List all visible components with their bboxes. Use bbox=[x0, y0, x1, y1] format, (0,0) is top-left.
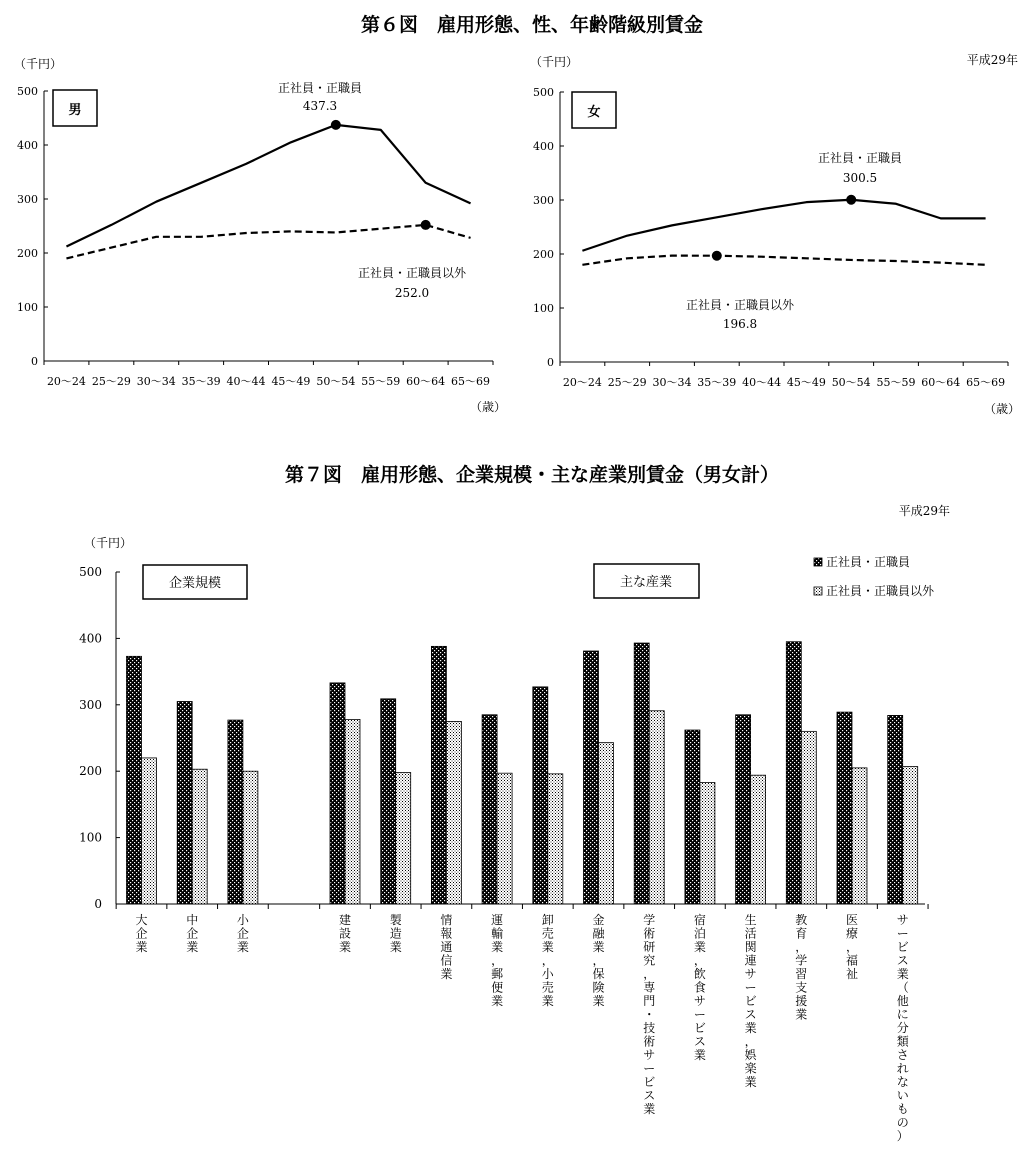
bar-category-label: 大企業 bbox=[135, 913, 148, 954]
male-ann-nonregular-label: 正社員・正職員以外 bbox=[357, 266, 467, 280]
male-y-tick-label: 400 bbox=[17, 139, 38, 152]
bar-regular bbox=[177, 701, 192, 904]
bar-y-tick-label: 200 bbox=[79, 764, 102, 779]
female-ann-regular-value: 300.5 bbox=[842, 171, 878, 185]
female-y-unit: （千円） bbox=[530, 55, 579, 69]
female-x-tick-label: 45～49 bbox=[786, 376, 826, 389]
bar-nonregular bbox=[446, 721, 461, 904]
female-y-tick-label: 400 bbox=[533, 140, 554, 153]
male-x-tick-label: 35～39 bbox=[181, 375, 221, 388]
group-label-size: 企業規模 bbox=[168, 576, 222, 591]
male-x-tick-label: 30～34 bbox=[136, 375, 176, 388]
bar-category-label: 医療，福祉 bbox=[845, 913, 859, 981]
female-panel-label: 女 bbox=[587, 105, 601, 120]
male-ann-nonregular-value: 252.0 bbox=[394, 286, 430, 300]
bar-category-label: 小企業 bbox=[236, 913, 249, 954]
bar-nonregular bbox=[192, 769, 207, 904]
female-x-tick-label: 30～34 bbox=[652, 376, 692, 389]
male-marker-regular bbox=[331, 120, 341, 130]
male-x-tick-label: 25～29 bbox=[91, 375, 131, 388]
bar-regular bbox=[381, 699, 396, 904]
female-y-tick-label: 200 bbox=[533, 248, 554, 261]
bar-category-label: 教育，学習支援業 bbox=[795, 913, 808, 1022]
female-marks bbox=[582, 195, 985, 265]
legend-swatch-regular bbox=[814, 558, 822, 566]
bar-category-label: 運輸業，郵便業 bbox=[491, 913, 504, 1008]
bar-nonregular bbox=[852, 768, 867, 904]
fig7-y-unit: （千円） bbox=[84, 536, 133, 550]
fig7-title: 第７図 雇用形態、企業規模・主な産業別賃金（男女計） bbox=[284, 464, 780, 486]
bar-y-tick-label: 100 bbox=[79, 830, 102, 845]
female-x-tick-label: 35～39 bbox=[697, 376, 737, 389]
bar-regular bbox=[837, 712, 852, 904]
female-y-tick-label: 300 bbox=[533, 194, 554, 207]
male-x-tick-label: 50～54 bbox=[316, 375, 356, 388]
bar-regular bbox=[786, 642, 801, 904]
bar-nonregular bbox=[649, 711, 664, 904]
bar-y-tick-label: 400 bbox=[79, 631, 102, 646]
female-ann-nonregular-label: 正社員・正職員以外 bbox=[685, 298, 795, 312]
male-ann-regular-label: 正社員・正職員 bbox=[277, 81, 363, 95]
male-series-regular-line bbox=[66, 125, 470, 247]
bar-y-tick-label: 300 bbox=[79, 697, 102, 712]
bar-regular bbox=[431, 646, 446, 904]
bar-nonregular bbox=[497, 773, 512, 904]
bar-category-label: 生活関連サービス業，娯楽業 bbox=[744, 913, 757, 1089]
bar-nonregular bbox=[548, 774, 563, 904]
female-ann-regular-label: 正社員・正職員 bbox=[817, 151, 903, 165]
group-label-industry: 主な産業 bbox=[619, 575, 673, 590]
bar-nonregular bbox=[142, 758, 157, 904]
bar-category-label: 学術研究，専門・技術サービス業 bbox=[643, 913, 656, 1116]
male-x-tick-label: 40～44 bbox=[226, 375, 266, 388]
bar-regular bbox=[127, 656, 142, 904]
female-marker-nonregular bbox=[712, 251, 722, 261]
male-x-tick-label: 20～24 bbox=[46, 375, 86, 388]
male-marks bbox=[66, 120, 470, 259]
legend-swatch-nonregular bbox=[814, 587, 822, 595]
bar-regular bbox=[685, 730, 700, 904]
female-x-tick-label: 25～29 bbox=[607, 376, 647, 389]
bar-regular bbox=[888, 715, 903, 904]
female-ann-nonregular-value: 196.8 bbox=[722, 317, 758, 331]
bar-nonregular bbox=[801, 731, 816, 904]
female-x-tick-label: 65～69 bbox=[966, 376, 1006, 389]
bar-category-label: サービス業（他に分類されないもの） bbox=[896, 913, 909, 1143]
bar-category-label: 金融業，保険業 bbox=[592, 913, 605, 1008]
male-y-tick-label: 200 bbox=[17, 247, 38, 260]
legend-label-nonregular: 正社員・正職員以外 bbox=[826, 584, 935, 598]
female-x-tick-label: 60～64 bbox=[921, 376, 961, 389]
female-x-unit: （歳） bbox=[983, 402, 1021, 416]
bar-category-label: 中企業 bbox=[186, 913, 199, 954]
bar-regular bbox=[330, 683, 345, 904]
male-y-tick-label: 0 bbox=[31, 355, 38, 368]
bar-nonregular bbox=[243, 771, 258, 904]
bar-regular bbox=[228, 720, 243, 904]
female-series-regular-line bbox=[582, 200, 985, 251]
bar-category-label: 製造業 bbox=[389, 913, 402, 954]
bar-regular bbox=[533, 687, 548, 904]
fig7-year-note: 平成29年 bbox=[898, 504, 950, 518]
bar-regular bbox=[584, 651, 599, 904]
male-marker-nonregular bbox=[421, 220, 431, 230]
male-y-tick-label: 100 bbox=[17, 301, 38, 314]
fig7-legend bbox=[814, 554, 935, 598]
female-x-tick-label: 20～24 bbox=[562, 376, 602, 389]
female-series-nonregular-line bbox=[582, 256, 985, 265]
female-axis bbox=[533, 86, 1008, 389]
male-panel-label: 男 bbox=[68, 103, 82, 118]
bar-regular bbox=[736, 715, 751, 904]
bar-category-label: 建設業 bbox=[338, 913, 352, 954]
bar-marks bbox=[127, 642, 918, 904]
bar-category-label: 宿泊業，飲食サービス業 bbox=[693, 913, 706, 1062]
male-y-tick-label: 300 bbox=[17, 193, 38, 206]
female-x-tick-label: 40～44 bbox=[742, 376, 782, 389]
bar-y-tick-label: 0 bbox=[94, 897, 102, 911]
fig6-female-panel bbox=[530, 55, 1020, 416]
bar-regular bbox=[482, 715, 497, 904]
bar-nonregular bbox=[345, 719, 360, 904]
female-y-tick-label: 0 bbox=[547, 356, 554, 369]
male-x-tick-label: 55～59 bbox=[361, 375, 401, 388]
bar-y-tick-label: 500 bbox=[79, 565, 102, 579]
female-annotations bbox=[686, 150, 902, 331]
male-series-nonregular-line bbox=[66, 225, 470, 258]
bar-category-labels bbox=[135, 912, 908, 1143]
fig6-title: 第６図 雇用形態、性、年齢階級別賃金 bbox=[360, 14, 704, 36]
male-x-tick-label: 60～64 bbox=[406, 375, 446, 388]
female-y-tick-label: 100 bbox=[533, 302, 554, 315]
female-x-tick-label: 55～59 bbox=[876, 376, 916, 389]
fig6-year-note: 平成29年 bbox=[966, 53, 1018, 67]
fig6-male-panel bbox=[14, 57, 506, 414]
bar-nonregular bbox=[396, 773, 411, 904]
bar-category-label: 卸売業，小売業 bbox=[541, 913, 554, 1008]
male-x-tick-label: 65～69 bbox=[451, 375, 491, 388]
male-x-unit: （歳） bbox=[469, 400, 507, 414]
bar-nonregular bbox=[903, 767, 918, 904]
male-x-tick-label: 45～49 bbox=[271, 375, 311, 388]
male-ann-regular-value: 437.3 bbox=[302, 99, 338, 113]
bar-nonregular bbox=[700, 782, 715, 904]
bar-category-label: 情報通信業 bbox=[440, 913, 453, 981]
female-marker-regular bbox=[846, 195, 856, 205]
legend-label-regular: 正社員・正職員 bbox=[826, 555, 911, 569]
bar-regular bbox=[634, 643, 649, 904]
female-y-tick-label: 500 bbox=[533, 86, 554, 99]
male-y-unit: （千円） bbox=[14, 57, 63, 71]
female-x-tick-label: 50～54 bbox=[831, 376, 871, 389]
male-y-tick-label: 500 bbox=[17, 85, 38, 98]
male-annotations bbox=[278, 80, 467, 300]
bar-nonregular bbox=[751, 775, 766, 904]
bar-nonregular bbox=[599, 743, 614, 904]
